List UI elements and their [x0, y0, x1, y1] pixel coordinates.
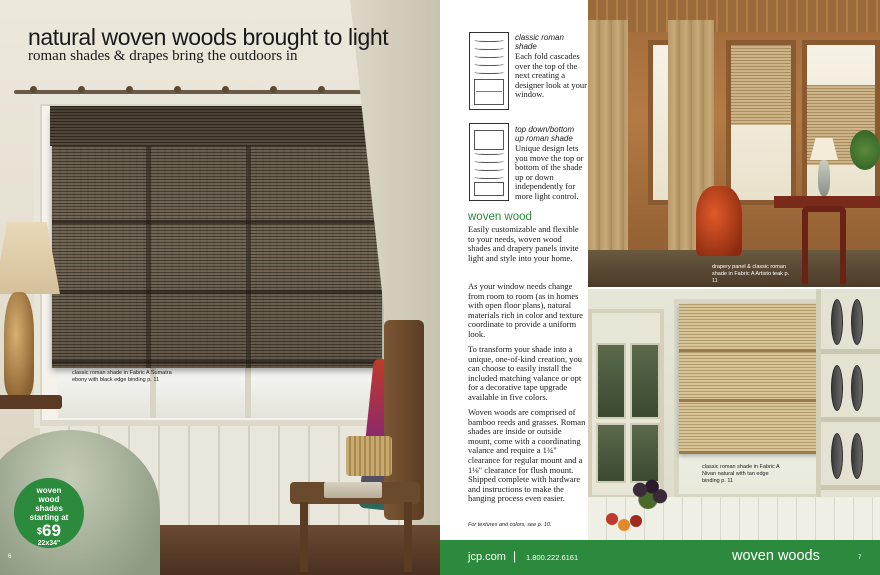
chair-leg [404, 502, 412, 572]
window-mullion [150, 360, 156, 418]
sunroom-photo [588, 0, 880, 287]
fruit [606, 513, 618, 525]
cabinet-glass [596, 423, 626, 483]
sketch-fold [474, 69, 504, 74]
shade-band [679, 399, 819, 402]
shade-band [679, 349, 819, 352]
footer-website-link[interactable]: jcp.com [468, 551, 506, 563]
badge-amount: 69 [42, 521, 61, 540]
badge-line: starting at [29, 513, 69, 522]
chair-leg [300, 502, 308, 572]
cabinet-glass [630, 343, 660, 419]
rail-knob [270, 86, 277, 93]
shade-valance [50, 106, 384, 146]
photo-caption: drapery panel & classic roman shade in Fabric A Artisto teak p. 11 [712, 264, 790, 284]
sketch-fold [474, 174, 504, 179]
woven-basket [346, 436, 392, 476]
classic-roman-shade-sketch [469, 32, 509, 110]
rail-knob [30, 86, 37, 93]
book-stack [324, 482, 382, 498]
fruit [618, 519, 630, 531]
shade-window-mullion [146, 146, 151, 368]
plate [851, 433, 863, 479]
body-paragraph: Woven woods are comprised of bamboo reeds and grasses. Roman shades are inside or outside mount, come with a coordinating valance and require a 1¾" clearance for regular mount and a 1⅛" clearance for flush mount. Shipped complete with hardware and instructions to make the hanging process even easier. [468, 407, 586, 504]
badge-size: 22x34" [37, 540, 61, 547]
kitchen-photo [588, 289, 880, 540]
flower-vase [628, 477, 668, 509]
body-paragraph: Easily customizable and flexible to your needs, woven wood shades and drapery panels invite light and style into your home. [468, 224, 579, 263]
style-title: top down/bottom up roman shade [515, 125, 575, 143]
page-subhead: roman shades & drapes bring the outdoors in [28, 48, 298, 64]
cabinet-glass [596, 343, 626, 419]
style-title: classic roman shade [515, 33, 564, 51]
badge-currency: $ [37, 526, 43, 536]
plate [831, 433, 843, 479]
woven-roman-shade [52, 110, 382, 368]
window-glass [58, 360, 378, 418]
sketch-window-pane [474, 182, 504, 196]
badge-line: woven [36, 486, 62, 495]
footer-section-title: woven woods [732, 548, 820, 564]
style-description: Each fold cascades over the top of the next creating a designer look at your window. [515, 51, 587, 100]
plate [851, 299, 863, 345]
sketch-window-pane [474, 130, 504, 150]
wood-ceiling [588, 0, 880, 32]
page-headline: natural woven woods brought to light [28, 24, 389, 50]
shade-fold-line [52, 220, 382, 224]
sketch-fold [474, 37, 504, 42]
footer-phone[interactable]: 1.800.222.6161 [526, 553, 579, 562]
plate [831, 299, 843, 345]
window-mullion [245, 360, 251, 418]
fruit [630, 515, 642, 527]
footnote: For textures and colors, see p. 10. [468, 522, 552, 528]
glass-cabinet [588, 309, 664, 499]
footer-separator: | [513, 549, 517, 563]
lamp-base [4, 292, 34, 396]
plate [851, 365, 863, 411]
rail-knob [174, 86, 181, 93]
price-badge [14, 478, 84, 548]
shelf [821, 417, 880, 422]
table-lamp-base [818, 160, 830, 196]
potted-plant [850, 130, 880, 170]
shade-fold-line [52, 360, 382, 364]
center-text-column [440, 0, 588, 540]
side-table [0, 395, 62, 409]
sketch-pane-line [476, 91, 502, 92]
shelf [821, 349, 880, 354]
rail-knob [126, 86, 133, 93]
rail-knob [222, 86, 229, 93]
red-chair [802, 206, 846, 284]
sketch-window-pane [474, 79, 504, 105]
photo-caption: classic roman shade in Fabric A Sumatra ebony with black edge binding p. 11 [72, 370, 172, 383]
woven-shade [731, 45, 791, 125]
shade-window-mullion [246, 146, 251, 368]
photo-caption: classic roman shade in Fabric A Nivan natural with tan edge binding p. 11 [702, 464, 780, 484]
rail-knob [318, 86, 325, 93]
sketch-fold [474, 45, 504, 50]
sketch-fold [474, 61, 504, 66]
shade-band [679, 451, 819, 454]
body-paragraph: As your window needs change from room to room (as in homes with open floor plans), natural materials rich in color and texture coordinate to provide a uniform look. [468, 281, 583, 339]
badge-price [14, 523, 84, 540]
woven-drape [588, 20, 628, 260]
shade-fold-line [52, 290, 382, 294]
red-urn [696, 186, 742, 256]
sketch-fold [474, 53, 504, 58]
sketch-fold [474, 158, 504, 163]
rail-knob [78, 86, 85, 93]
plate-rack [816, 289, 880, 519]
cabinet-glass [630, 423, 660, 483]
sketch-fold [474, 150, 504, 155]
style-description: Unique design lets you move the top or bottom of the shade up or down independently for more light control. [515, 143, 584, 201]
badge-line: wood [38, 495, 60, 504]
woven-shade [679, 304, 819, 454]
shelf [821, 485, 880, 490]
footer-bar [440, 540, 880, 575]
sketch-fold [474, 166, 504, 171]
plate [831, 365, 843, 411]
page-number-right: 7 [858, 555, 862, 561]
top-down-bottom-up-shade-sketch [469, 123, 509, 201]
page-number-left: 6 [8, 554, 12, 560]
body-paragraph: To transform your shade into a unique, one-of-kind creation, you can choose to easily install the included matching valance or opt for a decorative tape upgrade available in five colors. [468, 344, 583, 402]
section-title: woven wood [468, 211, 532, 223]
badge-line: shades [35, 504, 63, 513]
